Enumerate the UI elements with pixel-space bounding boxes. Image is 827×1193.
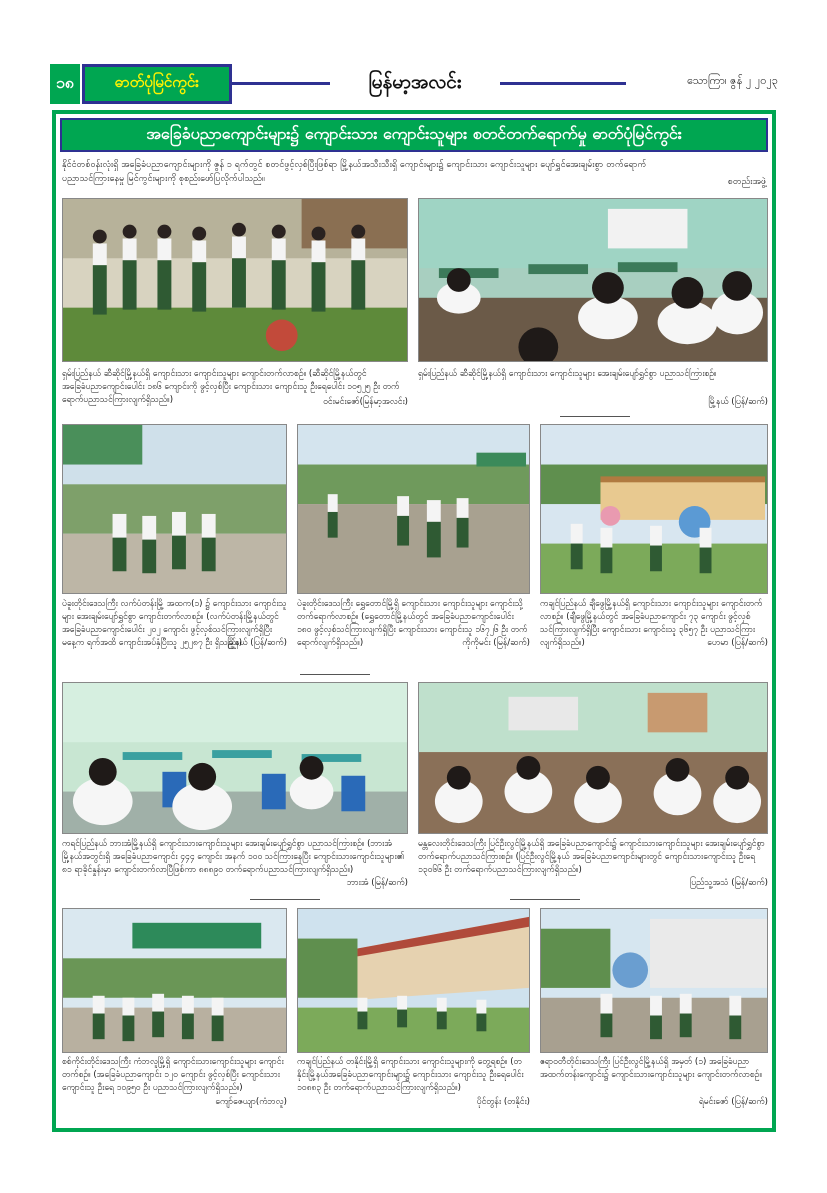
photo-7-credit: ပြည်သူ့အသံ (မြန်/ဆက်) [689,878,768,888]
separator-2 [300,674,370,675]
photo-8-caption: စစ်ကိုင်းတိုင်းဒေသကြီး ကံဘလူမြို့ရှိ ကျောင်းသားကျောင်းသူများ ကျောင်းတက်စဉ်။ (အခြေခံပညာကျောင်း ၁၂၀ ကျောင်း ဖွင့်လှစ်ပြီး ကျောင်းသားကျောင်းသူ ဦးရေ ၁၀၉၅၀ ဦး ပညာသင်ကြားလျက်ရှိသည်။) [62,1057,284,1093]
photo-2-caption: ရှမ်းပြည်နယ် ဆီဆိုင်မြို့နယ်ရှိ ကျောင်းသား ကျောင်းသူများ အေးချမ်းပျော်ရွှင်စွာ ပညာသင်ကြားစဉ်။ [418,369,717,379]
photo-8-credit: ကျော်ဇေယျာ(ကံဘလူ) [215,1097,287,1107]
photo-3 [62,424,287,594]
photo-7-caption: မန္တလေးတိုင်းဒေသကြီး ပြင်ဦးလွင်မြို့နယ်ရှိ အခြေခံပညာကျောင်း၌ ကျောင်းသားကျောင်းသူများ အေးချမ်းပျော်ရွှင်စွာ တက်ရောက်ပညာသင်ကြားစဉ်။ (ပြင်ဦးလွင်မြို့နယ် အခြေခံပညာကျောင်းများတွင် ကျောင်းသားကျောင်းသူ ဦးရေ ၁၃၀၆၆ ဦး တက်ရောက်ပညာသင်ကြားလျက်ရှိသည်။) [418,839,765,875]
masthead-text: မြန်မာ့အလင်း [362,70,467,98]
photo-10-caption: ဧရာဝတီတိုင်းဒေသကြီး ပြင်ဦးလွင်မြို့နယ်ရှိ အမှတ် (၁) အခြေခံပညာ အထက်တန်းကျောင်း၌ ကျောင်းသားကျောင်းသူများ ကျောင်းတက်လာစဉ်။ [540,1057,762,1080]
photo-7-image [419,683,767,833]
photo-2-image [419,199,767,361]
photo-5-caption: ကချင်ပြည်နယ် ချီဖွေမြို့နယ်ရှိ ကျောင်းသား ကျောင်းသူများ ကျောင်းတက်လာစဉ်။ (ချီဖွေမြို့နယ်တွင် အခြေခံပညာကျောင်း ၇၃ ကျောင်း ဖွင့်လှစ်သင်ကြားလျက်ရှိပြီး ကျောင်းသား ကျောင်းသူ ၃၆၅၇ ဦး ပညာသင်ကြားလျက်ရှိသည်။) [540,599,763,648]
photo-3-caption: ပဲခူးတိုင်းဒေသကြီး လက်ပံတန်းမြို့ အထက(၁) ၌ ကျောင်းသား ကျောင်းသူများ အေးချမ်းပျော်ရွှင်စွာ ကျောင်းတက်လာစဉ်။ (လက်ပံတန်းမြို့နယ်တွင် အခြေခံပညာကျောင်းပေါင်း ၂၀၂ ကျောင်း ဖွင့်လှစ်သင်ကြားလျက်ရှိပြီး မနေ့က ရက်အထိ ကျောင်းအပ်နှံပြီးသူ ၂၅၂၈၇ ဦး ရှိသည်။) [62,599,287,648]
section-title: ဓာတ်ပုံမြင်ကွင်း [82,64,232,104]
photo-2 [418,198,768,362]
intro-credit: စတည်းအဖွဲ့ [727,177,766,187]
photo-9-caption: ကချင်ပြည်နယ် တနိုင်းမြို့ရှိ ကျောင်းသား ကျောင်းသူများကို တွေ့ရစဉ်။ (တနိုင်းမြို့နယ်အခြေခံပညာကျောင်းများ၌ ကျောင်းသား ကျောင်းသူ ဦးရေပေါင်း ၁၀၈၈၃ ဦး တက်ရောက်ပညာသင်ကြားလျက်ရှိသည်။) [297,1057,524,1093]
separator-4 [510,899,580,900]
photo-4 [297,424,530,594]
photo-1-caption: ရှမ်းပြည်နယ် ဆီဆိုင်မြို့နယ်ရှိ ကျောင်းသား ကျောင်းသူများ ကျောင်းတက်လာစဉ်။ (ဆီဆိုင်မြို့နယ်တွင် အခြေခံပညာကျောင်းပေါင်း ၁၈၆ ကျောင်းကို ဖွင့်လှစ်ပြီး ကျောင်းသား ကျောင်းသူ ဦးရေပေါင်း ၁၀၅၂၅ ဦး တက်ရောက်ပညာသင်ကြားလျက်ရှိသည်။) [62,369,400,405]
article-headline: အခြေခံပညာကျောင်းများ၌ ကျောင်းသား ကျောင်းသူများ စတင်တက်ရောက်မှု ဓာတ်ပုံမြင်ကွင်း [60,118,768,152]
photo-4-image [298,425,529,593]
photo-10 [540,908,768,1053]
masthead [330,62,500,106]
page-number: ၁၈ [50,64,80,104]
header-rule-right [500,82,626,85]
photo-10-credit: ရဲမင်းဇော် (ပြန်/ဆက်) [698,1097,768,1107]
photo-4-credit: ကိုကိုမင်း (မြန်/ဆက်) [462,638,530,648]
photo-6-caption: ကရင်ပြည်နယ် ဘားအံမြို့နယ်ရှိ ကျောင်းသားကျောင်းသူများ အေးချမ်းပျော်ရွှင်စွာ ပညာသင်ကြားစဉ်။ (ဘားအံမြို့နယ်အတွင်းရှိ အခြေခံပညာကျောင်း ၄၄၄ ကျောင်း အနက် ၁၀၀ သင်ကြားနေပြီး ကျောင်းသားကျောင်းသူများ၏ ၈၁ ရာခိုင်နှုန်းမှာ ကျောင်းတက်လာပြီဖြစ်ကာ ၈၈၈၉၀ တက်ရောက်ပညာသင်ကြားလျက်ရှိသည်။) [62,839,405,875]
issue-date: သောကြာ၊ ဇွန် ၂ ၂၀၂၃ [687,74,778,87]
photo-6-image [63,683,407,833]
photo-6-credit: ဘားအံ (မြန်/ဆက်) [346,878,408,888]
photo-4-caption: ပဲခူးတိုင်းဒေသကြီး ရွှေတောင်မြို့ရှိ ကျောင်းသား ကျောင်းသူများ ကျောင်းသို့ တက်ရောက်လာစဉ်။ (ရွှေတောင်မြို့နယ်တွင် အခြေခံပညာကျောင်းပေါင်း ၁၈၀ ဖွင့်လှစ်သင်ကြားလျက်ရှိပြီး ကျောင်းသား ကျောင်းသူ ၁၆၇၂၆ ဦး တက်ရောက်လျက်ရှိသည်။) [297,599,528,648]
photo-2-credit: မြို့နယ် (ပြန်/ဆက်) [708,397,768,407]
photo-6 [62,682,408,834]
photo-1-credit: ဝင်းမင်းဇော်(မြန်မာ့အလင်း) [323,397,408,407]
photo-8-image [63,909,286,1052]
photo-1-image [63,199,407,361]
photo-9-image [298,909,529,1052]
photo-3-credit: မြို့နယ် (ပြန်/ဆက်) [227,638,287,648]
separator-1 [560,416,630,417]
header-rule-left [232,82,330,85]
photo-9-credit: ပိုင်တွန်း (တနိုင်း) [476,1097,530,1107]
separator-3 [250,899,320,900]
photo-10-image [541,909,767,1052]
photo-7 [418,682,768,834]
photo-5-image [541,425,767,593]
photo-9 [297,908,530,1053]
photo-1 [62,198,408,362]
photo-3-image [63,425,286,593]
photo-5-credit: ဟေမာ (ပြန်/ဆက်) [707,638,768,648]
photo-8 [62,908,287,1053]
photo-5 [540,424,768,594]
article-intro: နိုင်ငံတစ်ဝန်းလုံးရှိ အခြေခံပညာကျောင်းများကို ဇွန် ၁ ရက်တွင် စတင်ဖွင့်လှစ်ပြီးဖြစ်ရာ မြို့နယ်အသီးသီးရှိ ကျောင်းများ၌ ကျောင်းသား ကျောင်းသူများ ပျော်ရွှင်အေးချမ်းစွာ တက်ရောက်ပညာသင်ကြားနေမှု မြင်ကွင်းများကို စုစည်းဖော်ပြလိုက်ပါသည်။ [62,160,647,184]
